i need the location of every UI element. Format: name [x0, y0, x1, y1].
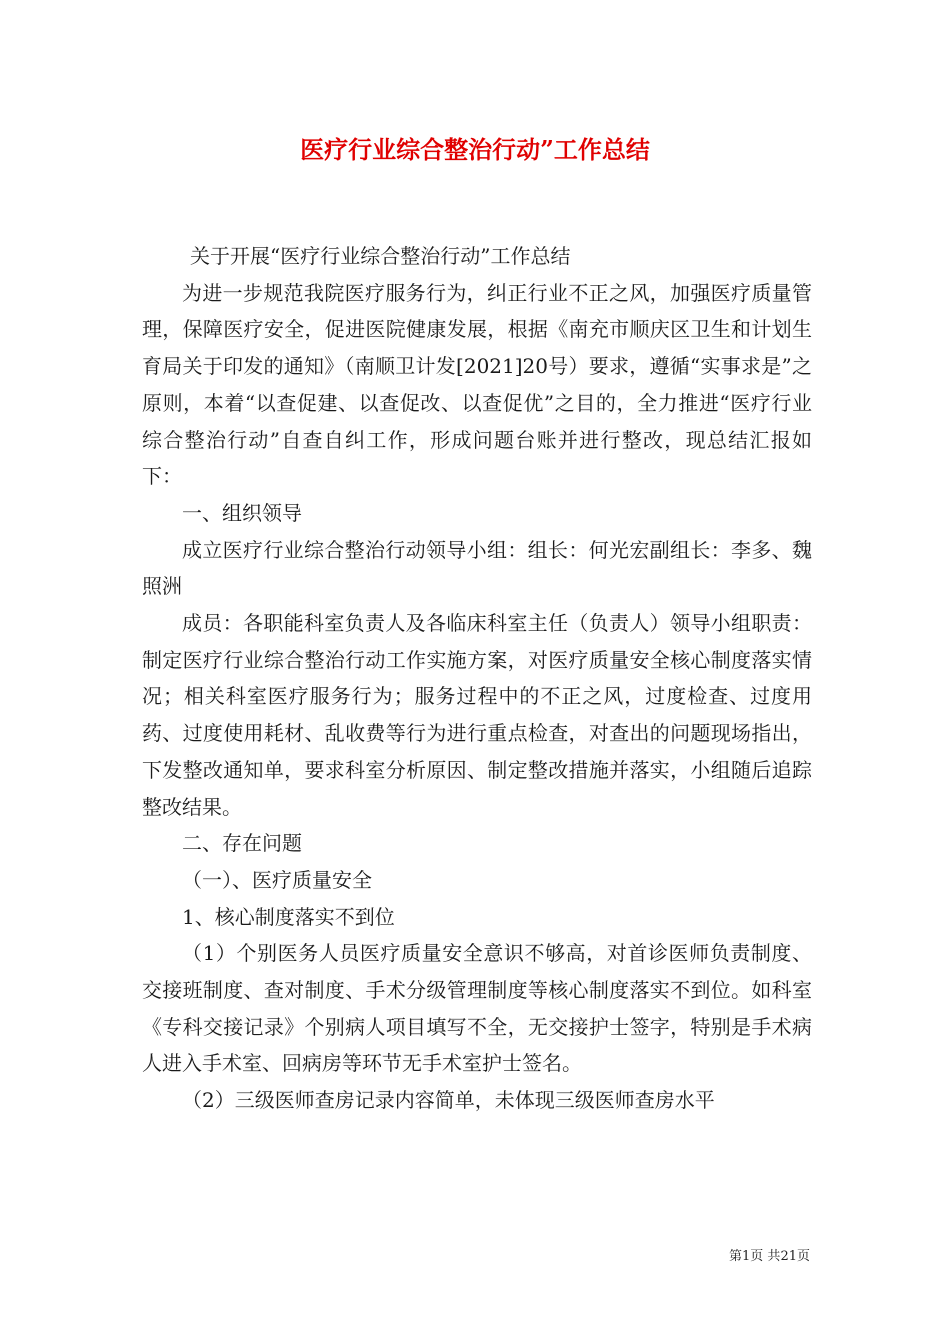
- paragraph-item-2: （2）三级医师查房记录内容简单，未体现三级医师查房水平: [182, 1088, 715, 1113]
- paragraph-members: 成员：各职能科室负责人及各临床科室主任（负责人）领导小组职责：制定医疗行业综合整治行动工作实施方案，对医疗质量安全核心制度落实情况；相关科室医疗服务行为；服务过程中的不正之风，过度检查、过度用药、过度使用耗材、乱收费等行为进行重点检查，对查出的问题现场指出，下发整改通知单，要求科室分析原因、制定整改措施并落实，小组随后追踪整改结果。: [142, 611, 812, 819]
- document-subtitle: 关于开展“医疗行业综合整治行动”工作总结: [190, 244, 571, 268]
- document-body: [142, 238, 812, 1119]
- document-title: 医疗行业综合整治行动”工作总结: [300, 135, 650, 164]
- page-middle: 页 共: [750, 1249, 781, 1264]
- page-current: 1: [742, 1249, 751, 1264]
- page-prefix: 第: [729, 1249, 743, 1264]
- subsection-heading: （一）、医疗质量安全: [182, 867, 372, 892]
- page-number: [0, 1248, 810, 1266]
- page-suffix: 页: [796, 1249, 810, 1264]
- section-heading-2: 二、存在问题: [182, 831, 302, 856]
- paragraph-leadership: 成立医疗行业综合整治行动领导小组：组长：何光宏副组长：李多、魏照洲: [142, 537, 812, 599]
- section-heading-1: 一、组织领导: [182, 500, 302, 525]
- paragraph-intro: 为进一步规范我院医疗服务行为，纠正行业不正之风，加强医疗质量管理，保障医疗安全，促进医院健康发展，根据《南充市顺庆区卫生和计划生育局关于印发的通知》（南顺卫计发[2021]20号）要求，遵循“实事求是”之原则，本着“以查促建、以查促改、以查促优”之目的，全力推进“医疗行业综合整治行动”自查自纠工作，形成问题台账并进行整改，现总结汇报如下：: [142, 280, 812, 489]
- page-total: 21: [780, 1249, 797, 1264]
- item-heading: 1、核心制度落实不到位: [182, 904, 395, 929]
- paragraph-item-1: （1）个别医务人员医疗质量安全意识不够高，对首诊医师负责制度、交接班制度、查对制度、手术分级管理制度等核心制度落实不到位。如科室《专科交接记录》个别病人项目填写不全，无交接护士签字，特别是手术病人进入手术室、回病房等环节无手术室护士签名。: [142, 941, 812, 1076]
